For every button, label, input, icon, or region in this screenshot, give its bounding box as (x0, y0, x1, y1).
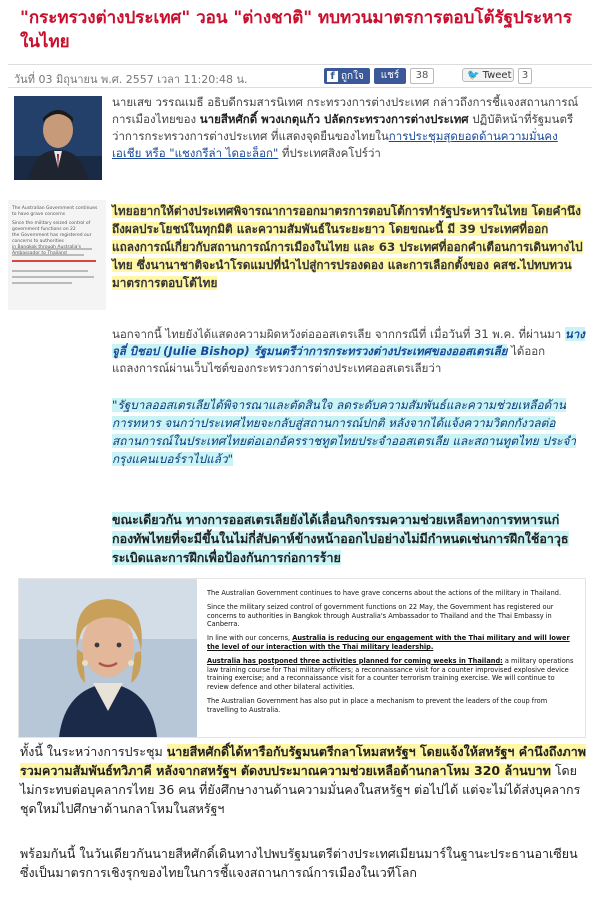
p2-highlighted-quote: ไทยอยากให้ต่างประเทศพิจารณาการออกมาตรการตอบโต้การทำรัฐประหารในไทย โดยคำนึงถึงผลประโยชน์ในทุกมิติ และความสัมพันธ์ในระยะยาว โดยขณะนี้ มี 39 ประเทศที่ออกแถลงการณ์เกี่ยวกับสถานการณ์การเมืองในไทย และ 63 ประเทศที่ออกคำเตือนการเดินทางไปไทย ซึ่งนานาชาติจะนำโรดแมปที่นำไปสู่การปรองดอง และการเลือกตั้งของ คสช.ไปทบทวนมาตรการตอบโต้ไทย (112, 204, 583, 290)
thumb-line: The Australian Government continues to have grave concerns (12, 206, 98, 217)
facebook-like-button[interactable] (324, 68, 370, 84)
statement-line (207, 657, 577, 692)
thumb-rule (12, 248, 92, 250)
paragraph-2-quote (112, 202, 586, 292)
thumb-rule (12, 270, 88, 272)
twitter-bird-icon: 🐦 (467, 70, 480, 81)
thumb-line: the Government has registered our concerns to authorities (12, 233, 92, 244)
thumb-rule (12, 282, 72, 284)
facebook-share-button[interactable]: แชร์ (374, 68, 406, 84)
thumb-rule (12, 254, 84, 256)
statement-text-block (207, 589, 577, 720)
p4-highlighted-quote: "รัฐบาลออสเตรเลียได้พิจารณาและตัดสินใจ ลดระดับความสัมพันธ์และความช่วยเหลือด้านการทหาร จนกว่าประเทศไทยจะกลับสู่สถานการณ์ปกติ หลังจากได้แจ้งความวิตกกังวลต่อสถานการณ์ในประเทศไทยต่อเอกอัครราชทูตไทยประจำออสเตรเลีย และสถานทูตไทย ประจำกรุงแคนเบอร์ราไปแล้ว" (112, 398, 577, 466)
paragraph-7: พร้อมกันนี้ ในวันเดียวกันนายสีหศักดิ์เดินทางไปพบรัฐมนตรีต่างประเทศเมียนมาร์ในฐานะประธานอาเซียน ซึ่งเป็นมาตรการเชิงรุกของไทยในการชี้แจงสถานการณ์การเมืองในเวทีโลก (20, 846, 578, 880)
paragraph-3 (112, 326, 586, 377)
julie-bishop-photo (19, 579, 197, 737)
paragraph-6 (20, 742, 586, 818)
statement-span: a military operations law training course for Thai military officers; a reconnaissance visit for a counter improvised explosive device training exercise; and a reconnaissance visit for a counter terrorism training exercise. We will continue to review defence and other bilateral activities. (207, 656, 574, 692)
p3-text: นอกจากนี้ ไทยยังได้แสดงความผิดหวังต่อออสเตรเลีย จากกรณีที่ เมื่อวันที่ 31 พ.ค. ที่ผ่านมา (112, 327, 565, 341)
p6-text-2: โดยไม่กระทบต่อบุคลากรไทย 36 คน ที่ยังศึกษางานด้านความมั่นคงในสหรัฐฯ ต่อไปได้ แต่จะไม่ได้ส่งบุคลากรชุดใหม่ไปศึกษาด้านกลาโหมในสหรัฐฯ (20, 763, 581, 816)
statement-line: The Australian Government continues to have grave concerns about the actions of the military in Thailand. (207, 589, 562, 597)
article-headline: "กระทรวงต่างประเทศ" วอน "ต่างชาติ" ทบทวนมาตรการตอบโต้รัฐประหารในไทย (20, 8, 572, 52)
p1-text: นายเสข วรรณเมธี อธิบดีกรมสารนิเทศ กระทรวงการต่างประเทศ กล่าวถึงการชี้แจงสถานการณ์การเมืองไทยของ (112, 95, 579, 126)
official-photo (14, 96, 102, 180)
tweet-label: Tweet (482, 70, 512, 81)
paragraph-1 (112, 94, 586, 162)
article-meta-bar (8, 64, 592, 88)
statement-line: The Australian Government has also put in place a mechanism to prevent the leaders of the coup from travelling to Australia. (207, 696, 548, 714)
p6-highlighted-text: นายสีหศักดิ์ได้หารือกับรัฐมนตรีกลาโหมสหรัฐฯ โดยแจ้งให้สหรัฐฯ คำนึงถึงภาพรวมความสัมพันธ์ทวิภาคี หลังจากสหรัฐฯ ตัดงบประมาณความช่วยเหลือด้านกลาโหม 320 ล้านบาท (20, 744, 587, 778)
thumb-rule (12, 276, 94, 278)
statement-underlined-span: Australia has postponed three activities planned for coming weeks in Thailand: (207, 656, 503, 665)
shangri-la-dialogue-link[interactable]: การประชุมสุดยอดด้านความมั่นคงเอเชีย หรือ "แชงกรีล่า ไดอะล็อก" (112, 129, 558, 160)
statement-span: In line with our concerns, (207, 634, 293, 643)
statement-thumbnail (8, 200, 106, 310)
tweet-button[interactable] (462, 68, 514, 82)
statement-underlined-span: Australia is reducing our engagement with the Thai military and will lower the level of our interaction with the Thai military leadership. (207, 634, 570, 651)
p1-bold-name: นายสีหศักดิ์ พวงเกตุแก้ว ปลัดกระทรวงการต่างประเทศ (199, 112, 469, 126)
facebook-icon: f (327, 71, 338, 82)
julie-bishop-name: นางจูลี่ บิชอป (Julie Bishop) รัฐมนตรีว่าการกระทรวงต่างประเทศของออสเตรเลีย (112, 327, 585, 358)
p6-text: ทั้งนี้ ในระหว่างการประชุม (20, 744, 167, 759)
p5-highlighted-text: ขณะเดียวกัน ทางการออสเตรเลียยังได้เลื่อนกิจกรรมความช่วยเหลือทางการทหารแก่กองทัพไทยที่จะมีขึ้นในไม่กี่สัปดาห์ข้างหน้าออกไปอย่างไม่มีกำหนดเช่นการฝึกใช้อาวุธระเบิดและการฝึกเพื่อป้องกันการก่อการร้าย (112, 512, 569, 565)
p3-text-2: ได้ออกแถลงการณ์ผ่านเว็บไซต์ของกระทรวงการต่างประเทศออสเตรเลียว่า (112, 344, 546, 375)
tweet-count: 3 (518, 68, 532, 84)
p1-text-2: ปฏิบัติหน้าที่รัฐมนตรีว่าการกระทรวงการต่างประเทศ ที่แสดงจุดยืนของไทยใน (112, 112, 574, 143)
thumb-line: Since the military seized control of government functions on 22 (12, 221, 91, 232)
statement-line: Since the military seized control of government functions on 22 May, the Government has registered our concerns to authorities in Bangkok through Australia's Ambassador to Thailand and the Thai Embassy in Canberra. (207, 602, 554, 629)
statement-line (207, 634, 577, 652)
p1-text-3: ที่ประเทศสิงคโปร์ว่า (278, 146, 381, 160)
australian-statement-image (18, 578, 586, 738)
facebook-like-label: ถูกใจ (341, 70, 364, 82)
publish-date: วันที่ 03 มิถุนายน พ.ศ. 2557 เวลา 11:20:48 น. (14, 73, 248, 86)
thumb-rule (12, 260, 96, 262)
share-count: 38 (410, 68, 434, 84)
paragraph-5 (112, 510, 586, 566)
paragraph-4-quote (112, 396, 586, 468)
